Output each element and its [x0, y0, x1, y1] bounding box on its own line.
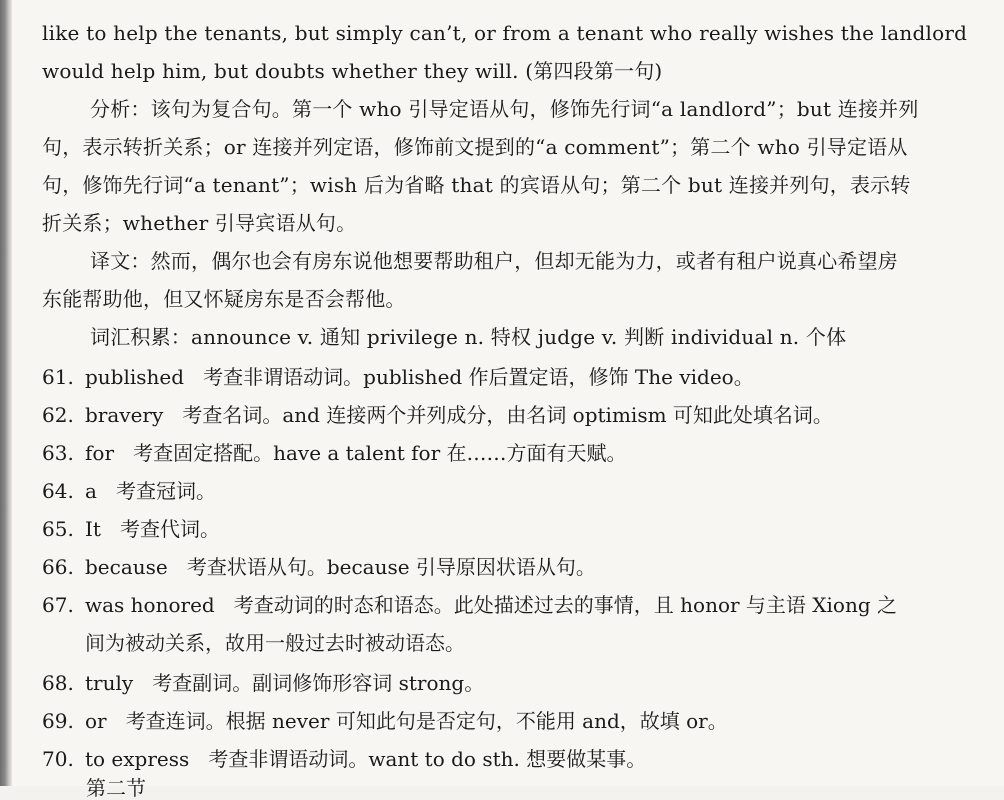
item-number: 68.	[42, 671, 74, 695]
item-content	[85, 365, 754, 389]
vocabulary-line: 词汇积累：announce v. 通知 privilege n. 特权 judge v. 判断 individual n. 个体	[90, 325, 847, 349]
item-content	[85, 555, 596, 579]
document-page	[12, 0, 1004, 800]
item-answer: a	[85, 479, 97, 503]
item-answer: was honored	[85, 593, 215, 617]
item-number: 69.	[42, 709, 74, 733]
item-content	[85, 709, 728, 733]
window-edge	[0, 0, 12, 786]
item-answer: published	[85, 365, 185, 389]
item-explanation: 考查名词。and 连接两个并列成分，由名词 optimism 可知此处填名词。	[182, 403, 833, 427]
item-answer: truly	[85, 671, 134, 695]
item-explanation: 考查副词。副词修饰形容词 strong。	[152, 671, 485, 695]
text-line: would help him, but doubts whether they will. (第四段第一句)	[42, 59, 663, 83]
analysis-line: 折关系；whether 引导宾语从句。	[42, 211, 357, 235]
item-number: 63.	[42, 441, 74, 465]
item-content	[85, 517, 220, 541]
item-content	[85, 747, 646, 771]
translation-line: 译文：然而，偶尔也会有房东说他想要帮助租户，但却无能为力，或者有租户说真心希望房	[90, 249, 898, 273]
item-answer: to express	[85, 747, 190, 771]
item-content	[85, 441, 627, 465]
item-answer: because	[85, 555, 168, 579]
analysis-line: 句，修饰先行词“a tenant”；wish 后为省略 that 的宾语从句；第二个 but 连接并列句，表示转	[42, 173, 911, 197]
item-answer: It	[85, 517, 101, 541]
item-content	[85, 479, 216, 503]
item-answer: for	[85, 441, 115, 465]
item-number: 66.	[42, 555, 74, 579]
item-content	[85, 403, 833, 427]
item-explanation: 考查连词。根据 never 可知此句是否定句，不能用 and，故填 or。	[125, 709, 728, 733]
item-answer: bravery	[85, 403, 164, 427]
item-answer: or	[85, 709, 107, 733]
item-explanation: 考查状语从句。because 引导原因状语从句。	[186, 555, 596, 579]
item-number: 61.	[42, 365, 74, 389]
item-number: 67.	[42, 593, 74, 617]
item-continuation: 间为被动关系，故用一般过去时被动语态。	[85, 631, 465, 655]
analysis-line: 分析：该句为复合句。第一个 who 引导定语从句，修饰先行词“a landlord”；but 连接并列	[90, 97, 919, 121]
item-explanation: 考查动词的时态和语态。此处描述过去的事情，且 honor 与主语 Xiong 之	[233, 593, 897, 617]
item-explanation: 考查固定搭配。have a talent for 在……方面有天赋。	[133, 441, 627, 465]
item-explanation: 考查代词。	[120, 517, 221, 541]
item-content	[85, 593, 897, 617]
item-explanation: 考查非谓语动词。want to do sth. 想要做某事。	[208, 747, 647, 771]
item-explanation: 考查冠词。	[116, 479, 217, 503]
item-number: 62.	[42, 403, 74, 427]
analysis-line: 句，表示转折关系；or 连接并列定语，修饰前文提到的“a comment”；第二个 who 引导定语从	[42, 135, 908, 159]
cut-off-heading: 第二节	[86, 776, 146, 800]
item-explanation: 考查非谓语动词。published 作后置定语，修饰 The video。	[203, 365, 754, 389]
item-number: 64.	[42, 479, 74, 503]
item-content	[85, 671, 484, 695]
text-line: like to help the tenants, but simply can’t, or from a tenant who really wishes the landlord	[42, 21, 968, 45]
translation-line: 东能帮助他，但又怀疑房东是否会帮他。	[42, 287, 406, 311]
item-number: 65.	[42, 517, 74, 541]
item-number: 70.	[42, 747, 74, 771]
